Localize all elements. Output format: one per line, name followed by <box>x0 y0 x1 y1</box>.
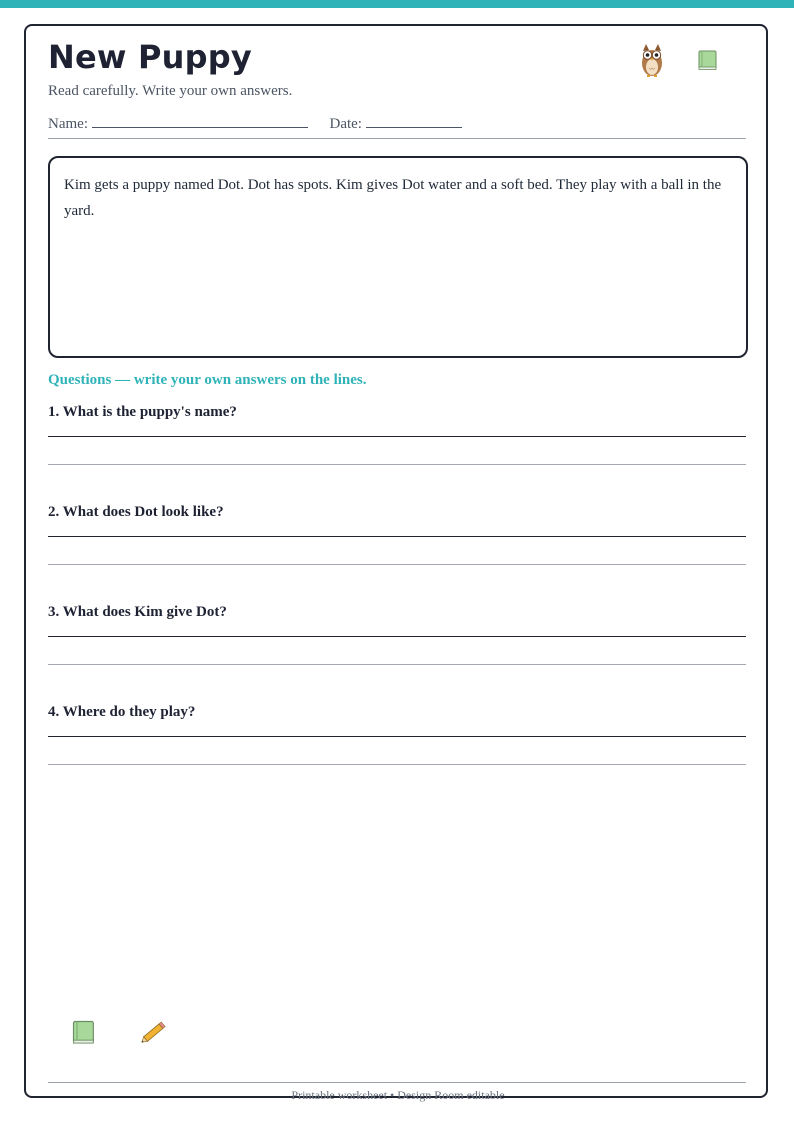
question-block <box>48 604 746 674</box>
worksheet-page <box>24 24 768 1102</box>
pencil-icon <box>138 1018 170 1046</box>
answer-line[interactable] <box>48 464 746 465</box>
header-divider <box>48 138 746 139</box>
worksheet-instructions: Read carefully. Write your own answers. <box>48 83 293 99</box>
question-text: 4. Where do they play? <box>48 704 196 720</box>
answer-line[interactable] <box>48 536 746 537</box>
answer-line[interactable] <box>48 564 746 565</box>
name-blank[interactable] <box>92 113 308 128</box>
question-block <box>48 504 746 574</box>
name-label: Name: <box>48 116 88 132</box>
answer-line[interactable] <box>48 664 746 665</box>
name-date-fields <box>48 113 462 133</box>
owl-icon <box>638 42 666 78</box>
book-icon <box>70 1018 98 1046</box>
date-blank[interactable] <box>366 113 462 128</box>
answer-line[interactable] <box>48 764 746 765</box>
footer-text: Printable worksheet • Design Room editable <box>291 1088 505 1102</box>
questions-heading: Questions — write your own answers on the lines. <box>48 372 367 388</box>
question-text: 3. What does Kim give Dot? <box>48 604 227 620</box>
date-label: Date: <box>329 116 362 132</box>
question-block <box>48 404 746 474</box>
answer-line[interactable] <box>48 436 746 437</box>
book-icon <box>696 48 720 72</box>
footer-divider <box>48 1082 746 1083</box>
question-text: 2. What does Dot look like? <box>48 504 224 520</box>
answer-line[interactable] <box>48 736 746 737</box>
worksheet-title: New Puppy <box>48 38 252 76</box>
top-accent-bar <box>0 0 794 8</box>
question-text: 1. What is the puppy's name? <box>48 404 237 420</box>
question-block <box>48 704 746 774</box>
reading-passage: Kim gets a puppy named Dot. Dot has spots. Kim gives Dot water and a soft bed. They play with a ball in the yard. <box>48 156 748 358</box>
answer-line[interactable] <box>48 636 746 637</box>
